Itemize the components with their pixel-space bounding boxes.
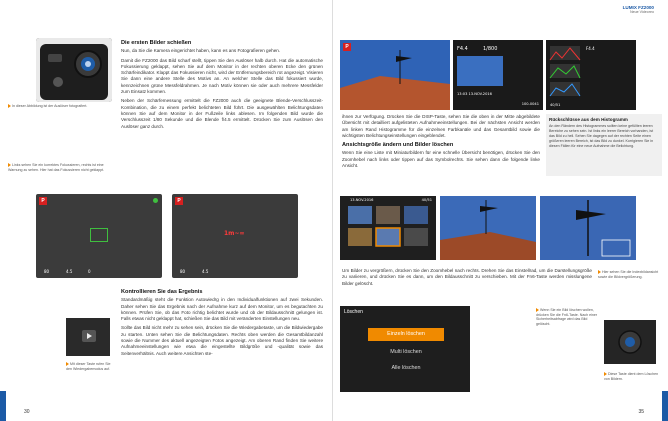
caption-index: Hier sehen Sie die Indexbildansicht sowie die Bildvergrößerung. bbox=[598, 270, 659, 279]
index-frame: 40/51 bbox=[421, 198, 432, 202]
caption-shutter: In dieser Abbildung ist der Auslöser fotografiert. bbox=[8, 104, 112, 109]
timestamp: 13:03 13.NOV.2016 bbox=[457, 92, 492, 96]
paragraph: ihnen zur Verfügung. Drücken Sie die DISP-Taste, sehen Sie die oben in der Mitte abgebildete Übersicht mit detailliert aufgelisteten Aufnahmeeinstellungen. Bei der nächsten Ansicht werden am linken Rand Histogramme für die einzelnen Farbkanäle und das Gesamtbild sowie die wichtigsten Belichtungseinstellungen eingeblendet. bbox=[342, 114, 540, 138]
section-view-delete bbox=[342, 114, 540, 172]
camera-dial-icon bbox=[36, 38, 112, 102]
histogram-screen bbox=[546, 40, 636, 110]
shutter-speed: 1/800 bbox=[483, 46, 498, 52]
thumb-preview bbox=[457, 56, 503, 86]
hist-f: F4.4 bbox=[586, 46, 595, 51]
mode-badge: P bbox=[343, 43, 351, 51]
ev-value: 0 bbox=[88, 269, 91, 274]
tip-text: An den Rändern des Histogrammes sollten keine gefüllten leeren Bereiche zu sehen sein. Ist links ein leerer Bereich vorhanden, ist das Bild zu hell. Sehen Sie dagegen auf der rechten Seite einen größeren leeren Bereich, ist das Bild zu dunkel. Korrigieren Sie in diesen Fällen für eine neue Aufnahme die Belichtung. bbox=[549, 124, 654, 148]
index-date: 13.NOV.2016 bbox=[350, 198, 374, 202]
delete-button-photo bbox=[604, 320, 656, 364]
file-counter: 100-0041 bbox=[521, 102, 539, 106]
paragraph: Standardmäßig steht die Funktion Autowiedrg in den Individualfunktionen auf zwei Sekunden. Daher sehen Sie das Ergebnis nach der Aufnahme kurz auf dem Monitor, um es begutachten zu können. Prüfen Sie, ob das Foto richtig belichtet wurde und ob der Bildausschnitt gelungen ist. Falls etwas nicht geklappt hat, schießen Sie das Bild mit veränderten Einstellungen neu. bbox=[121, 297, 323, 322]
section-check-result bbox=[121, 289, 323, 360]
section-title: Kontrollieren Sie das Ergebnis bbox=[121, 289, 203, 295]
tip-title: Rückschlüsse aus dem Histogramm bbox=[549, 117, 628, 122]
weathervane-photo bbox=[340, 40, 450, 110]
caption-delete-button: Diese Taste dient dem Löschen von Bildern. bbox=[604, 372, 659, 381]
paragraph: Nun, da Sie die Kamera eingerichtet haben, kann es ans Fotografieren gehen. bbox=[121, 48, 281, 54]
shutter-value: 80 bbox=[180, 269, 186, 274]
section-title: Die ersten Bilder schießen bbox=[121, 40, 192, 46]
camera-dial-photo bbox=[36, 38, 112, 102]
section-first-shots bbox=[121, 40, 323, 133]
brand-title: LUMIX FZ2000 bbox=[622, 5, 654, 10]
menu-item-single[interactable]: Einzeln löschen bbox=[368, 328, 444, 341]
index-view-screen bbox=[340, 196, 436, 260]
zoomed-view-screen-2 bbox=[540, 196, 636, 260]
mode-badge: P bbox=[39, 197, 47, 205]
playback-info-screen bbox=[453, 40, 543, 110]
f-number: F4.4 bbox=[457, 46, 468, 52]
focus-range-warning: 1m~∞ bbox=[224, 230, 245, 237]
paragraph: Wenn Sie eine Liste mit Miniaturbildern für eine schnelle Übersicht benötigen, drücken Sie den Zoomhebel nach links oder tippen auf das Symbolrechts. Sie sehen dann die folgende linke Ansicht. bbox=[342, 150, 540, 169]
caption-delete: Wenn Sie ein Bild löschen wollen, drücken Sie die Fn6-Taste. Nach einer Sicherheitsabfrage wird das Bild gelöscht. bbox=[536, 308, 598, 326]
delete-menu-screen bbox=[340, 306, 470, 392]
playback-button-photo bbox=[66, 318, 110, 356]
paragraph: Um Bilder zu vergrößern, drücken Sie den Zoomhebel nach rechts. Drehen Sie das Einstellrad, um die Darstellungsgröße zu variieren, und drücken Sie es dann, um den Bildausschnitt zu verschieben. Mit der Fn6-Taste werden misslungene Bilder gelöscht. bbox=[342, 268, 592, 286]
trash-icon bbox=[604, 320, 656, 364]
playback-photo-screen bbox=[340, 40, 450, 110]
paragraph: Sollte das Bild nicht mehr zu sehen sein, drücken Sie die Wiedergabetaste, um die Bildwiedergabe zu starten. Unten sehen Sie die Belichtungsdaten. Rechts oben werden die Gesamtbildanzahl sowie die Nummer des aktuell angezeigten Fotos angezeigt. Am oberen Rand finden Sie weitere Aufnahmeeinstellungen wie etwa die eingestellte Bildgröße und -qualität sowie das Seitenverhältnis. Auch weitere Ansichten ste- bbox=[121, 325, 323, 356]
aperture-value: 4.5 bbox=[202, 269, 209, 274]
sidebar-tip-box bbox=[546, 114, 662, 176]
paragraph-zoom bbox=[342, 268, 592, 290]
play-icon bbox=[66, 318, 110, 356]
left-page bbox=[0, 0, 333, 421]
lcd-focus-ok bbox=[36, 194, 162, 278]
zoomed-view-screen bbox=[440, 196, 536, 260]
accent-bar bbox=[662, 391, 668, 421]
delete-menu-title: Löschen bbox=[344, 309, 363, 315]
focus-frame bbox=[90, 228, 108, 242]
focus-indicator-icon bbox=[153, 198, 158, 203]
running-header bbox=[623, 5, 654, 14]
shutter-value: 80 bbox=[44, 269, 50, 274]
paragraph: Neben der Schärfemessung ermittelt die FZ2000 auch die geeignete Blende-Verschlusszeit-Kombination, die zu einem perfekt belichteten Bild führt. Die ausgewählten Belichtungsdaten können Sie auf dem Monitor in der Fußzeile links ablesen. Im folgenden Bild wurde die Verschlusszeit 1/80 Sekunde und die Blende f/4.5 ermittelt. Drücken Sie zum Auslösen den Auslöser ganz durch. bbox=[121, 98, 323, 129]
frame-count: 40/51 bbox=[550, 103, 561, 107]
caption-focus: Links sehen Sie ein korrektes Fokussieren, rechts ist eine Warnung zu sehen. Hier hat das Fokussieren nicht geklappt. bbox=[8, 163, 105, 172]
accent-bar bbox=[0, 391, 6, 421]
section-title: Ansichtsgröße ändern und Bilder löschen bbox=[342, 142, 454, 149]
header-subtitle: Neue Videoreo bbox=[630, 10, 654, 14]
aperture-value: 4.5 bbox=[66, 269, 73, 274]
right-page bbox=[334, 0, 668, 421]
mode-badge: P bbox=[175, 197, 183, 205]
page-number: 30 bbox=[24, 409, 30, 415]
thumbnail-grid bbox=[340, 196, 436, 260]
caption-playback: Mit dieser Taste rufen Sie den Wiedergabemodus auf. bbox=[66, 362, 111, 371]
menu-item-all[interactable]: Alle löschen bbox=[391, 365, 421, 371]
paragraph: Damit die FZ2000 das Bild scharf stellt, tippen Sie den Auslöser halb durch. Hat die automatische Fokussierung geklappt, sehen Sie auf dem Monitor in der rechten oberen Ecke den grünen Schärfeindikator. Klappt das Fokussieren nicht, wird der Entfernungsbereich rot angezeigt. Visieren Sie dann eine andere Stelle des Motivs an. An welcher Stelle das Bild fokussiert wurde, kennzeichnen grüne Messfeldrahmen. Je nach Motiv können sie oder auch mehrere Messfelder zum Einsatz kommen. bbox=[121, 57, 323, 95]
zoomed-photo bbox=[440, 196, 536, 260]
zoomed-photo-large bbox=[540, 196, 636, 260]
page-number: 35 bbox=[638, 409, 644, 415]
menu-item-multi[interactable]: Multi löschen bbox=[390, 349, 422, 355]
lcd-focus-fail bbox=[172, 194, 298, 278]
